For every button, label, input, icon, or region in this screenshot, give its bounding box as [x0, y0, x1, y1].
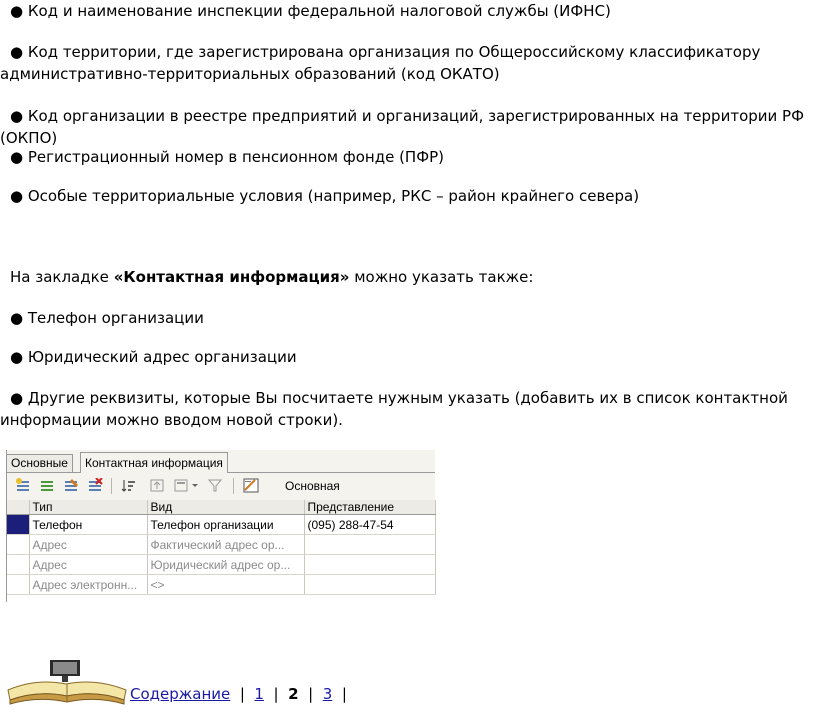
move-up-icon[interactable]	[149, 478, 165, 493]
table-row[interactable]	[7, 535, 435, 555]
column-header-value[interactable]: Представление	[304, 500, 435, 515]
cell-type[interactable]: Адрес	[29, 535, 147, 555]
nav-separator: |	[273, 685, 279, 703]
paragraph-other-details: ● Другие реквизиты, которые Вы посчитаете нужным указать (добавить их в список контактной информации можно вводом новой строки).	[0, 389, 788, 429]
filter-icon[interactable]	[173, 478, 189, 493]
table-row[interactable]	[7, 515, 435, 535]
cell-kind[interactable]: Телефон организации	[147, 515, 304, 535]
table-row[interactable]	[7, 575, 435, 595]
toolbar-separator	[111, 478, 112, 494]
paragraph-phone: ● Телефон организации	[10, 309, 204, 327]
form-tabs	[7, 452, 435, 473]
add-row-icon[interactable]	[15, 478, 31, 493]
tab-main[interactable]: Основные	[6, 454, 73, 472]
paragraph-okpo: ● Код организации в реестре предприятий и организаций, зарегистрированных на территории РФ (ОКПО)	[0, 107, 804, 147]
column-header-kind[interactable]: Вид	[147, 500, 304, 515]
column-header-mark	[7, 500, 29, 515]
column-header-type[interactable]: Тип	[29, 500, 147, 515]
cell-value[interactable]	[304, 555, 435, 575]
row-marker	[7, 555, 29, 575]
cell-kind[interactable]: Фактический адрес ор...	[147, 535, 304, 555]
cell-value[interactable]	[304, 575, 435, 595]
cell-kind[interactable]: <>	[147, 575, 304, 595]
chevron-down-icon[interactable]	[191, 478, 199, 493]
row-marker	[7, 515, 29, 535]
form-toolbar	[7, 474, 435, 498]
cell-type[interactable]: Телефон	[29, 515, 147, 535]
sort-icon[interactable]	[121, 478, 137, 493]
clear-filter-icon[interactable]	[207, 478, 223, 493]
paragraph-legal-address: ● Юридический адрес организации	[10, 348, 297, 366]
delete-row-icon[interactable]	[87, 478, 103, 493]
contents-link[interactable]: Содержание	[130, 685, 231, 703]
page-navigation	[130, 684, 347, 704]
cell-value[interactable]	[304, 535, 435, 555]
set-main-label[interactable]: Основная	[285, 479, 340, 493]
copy-row-icon[interactable]	[39, 478, 55, 493]
set-main-icon[interactable]	[243, 478, 277, 493]
paragraph-contact-intro: На закладке «Контактная информация» можно указать также:	[10, 268, 534, 286]
row-marker	[7, 535, 29, 555]
edit-row-icon[interactable]	[63, 478, 79, 493]
toolbar-separator	[233, 478, 234, 494]
cell-kind[interactable]: Юридический адрес ор...	[147, 555, 304, 575]
cell-type[interactable]: Адрес электронн...	[29, 575, 147, 595]
paragraph-ifns: ● Код и наименование инспекции федеральной налоговой службы (ИФНС)	[10, 2, 611, 20]
cell-value[interactable]: (095) 288-47-54	[304, 515, 435, 535]
paragraph-okato: ● Код территории, где зарегистрирована организация по Общероссийскому классификатору административно-территориальных образований (код ОКАТО)	[0, 43, 761, 83]
contact-info-form	[6, 450, 435, 602]
current-page: 2	[288, 685, 299, 703]
table-header	[7, 500, 435, 515]
paragraph-pfr: ● Регистрационный номер в пенсионном фонде (ПФР)	[10, 148, 445, 166]
nav-separator: |	[308, 685, 314, 703]
paragraph-rks: ● Особые территориальные условия (например, РКС – район крайнего севера)	[10, 187, 640, 205]
tab-contact-info[interactable]: Контактная информация	[80, 452, 228, 473]
contact-tab-name: «Контактная информация»	[113, 268, 350, 286]
page-link-1[interactable]: 1	[254, 685, 264, 703]
cell-type[interactable]: Адрес	[29, 555, 147, 575]
book-icon	[6, 660, 128, 706]
page-link-3[interactable]: 3	[322, 685, 333, 703]
table-row[interactable]	[7, 555, 435, 575]
contact-info-table	[7, 500, 435, 602]
row-marker	[7, 575, 29, 595]
nav-separator: |	[341, 685, 347, 703]
nav-separator: |	[239, 685, 245, 703]
